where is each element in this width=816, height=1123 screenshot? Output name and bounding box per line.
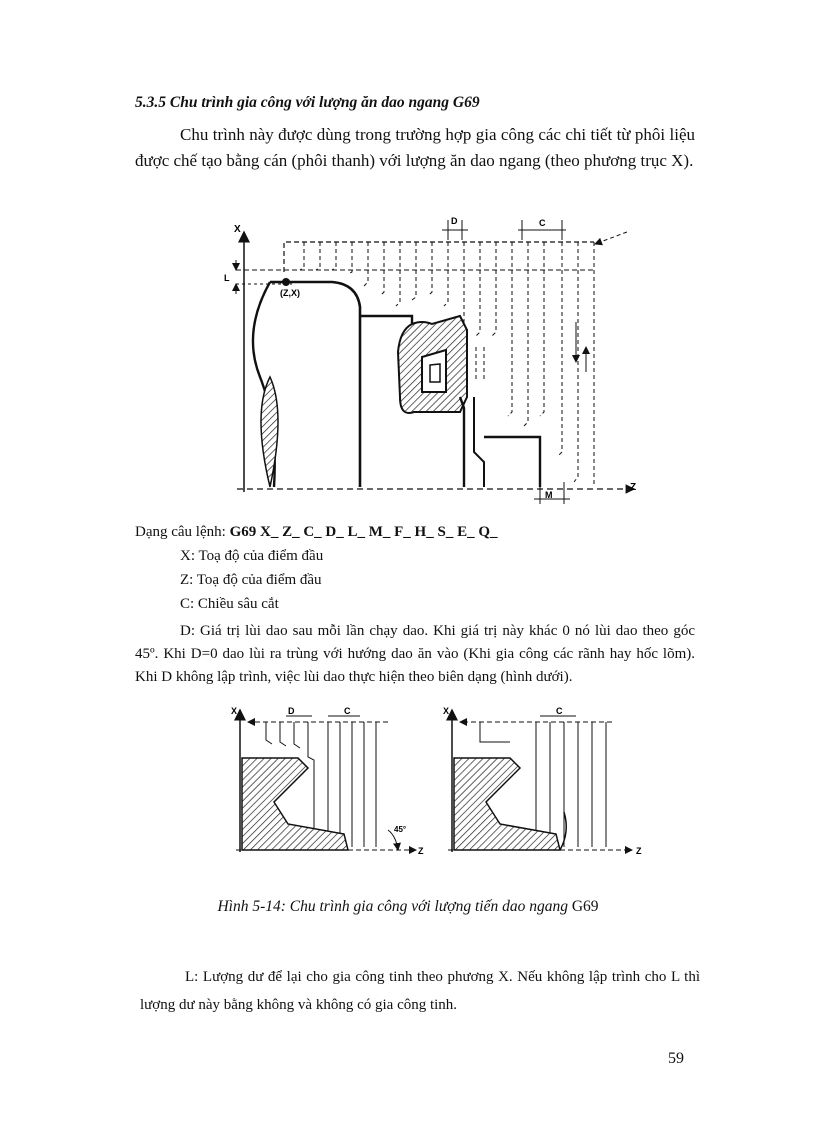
m-label: M [545, 490, 553, 500]
param-x: X: Toạ độ của điểm đầu [180, 548, 324, 564]
figure-right [440, 702, 650, 862]
right-x-label: X [443, 706, 450, 716]
caption-code: G69 [571, 898, 599, 915]
figure-caption [0, 898, 816, 916]
syntax-prefix: Dạng câu lệnh: [135, 524, 230, 540]
left-z-label: Z [418, 846, 424, 856]
x-axis-label: X [234, 224, 241, 235]
right-c-label: C [556, 706, 563, 716]
c-label: C [539, 218, 546, 228]
param-l [140, 963, 700, 1019]
param-l-text: L: Lượng dư để lại cho gia công tinh theo phương X. Nếu không lập trình cho L thì lượng dư này bằng không và không có gia công tinh. [140, 969, 700, 1013]
intro-text: Chu trình này được dùng trong trường hợp gia công các chi tiết từ phôi liệu được chế tạo bằng cán (phôi thanh) với lượng ăn dao ngang (theo phương trục X). [135, 125, 695, 170]
d-label: D [451, 216, 458, 226]
page-number: 59 [668, 1050, 684, 1067]
right-z-label: Z [636, 846, 642, 856]
param-c: C: Chiều sâu cắt [180, 596, 279, 612]
intro-paragraph [135, 122, 695, 173]
left-c-label: C [344, 706, 351, 716]
section-heading: 5.3.5 Chu trình gia công với lượng ăn dao ngang G69 [135, 94, 480, 111]
main-figure [222, 212, 642, 510]
param-d-text: D: Giá trị lùi dao sau mỗi lần chạy dao. Khi giá trị này khác 0 nó lùi dao theo góc 45º. Khi D=0 dao lùi ra trùng với hướng dao ăn vào (Khi gia công các rãnh hay hốc lõm). Khi D không lập trình, việc lùi dao thực hiện theo biên dạng (hình dưới). [135, 623, 695, 685]
start-point-label: (Z,X) [280, 288, 300, 298]
syntax-command: G69 X_ Z_ C_ D_ L_ M_ F_ H_ S_ E_ Q_ [229, 524, 498, 540]
left-x-label: X [231, 706, 238, 716]
caption-text: Hình 5-14: Chu trình gia công với lượng tiến dao ngang [217, 898, 572, 915]
left-d-label: D [288, 706, 295, 716]
param-z: Z: Toạ độ của điểm đầu [180, 572, 322, 588]
angle-label: 45° [394, 825, 407, 834]
l-label: L [224, 273, 230, 283]
syntax-line [135, 524, 498, 541]
z-axis-label: Z [630, 482, 637, 493]
param-d [135, 620, 695, 689]
figure-left [228, 702, 428, 862]
